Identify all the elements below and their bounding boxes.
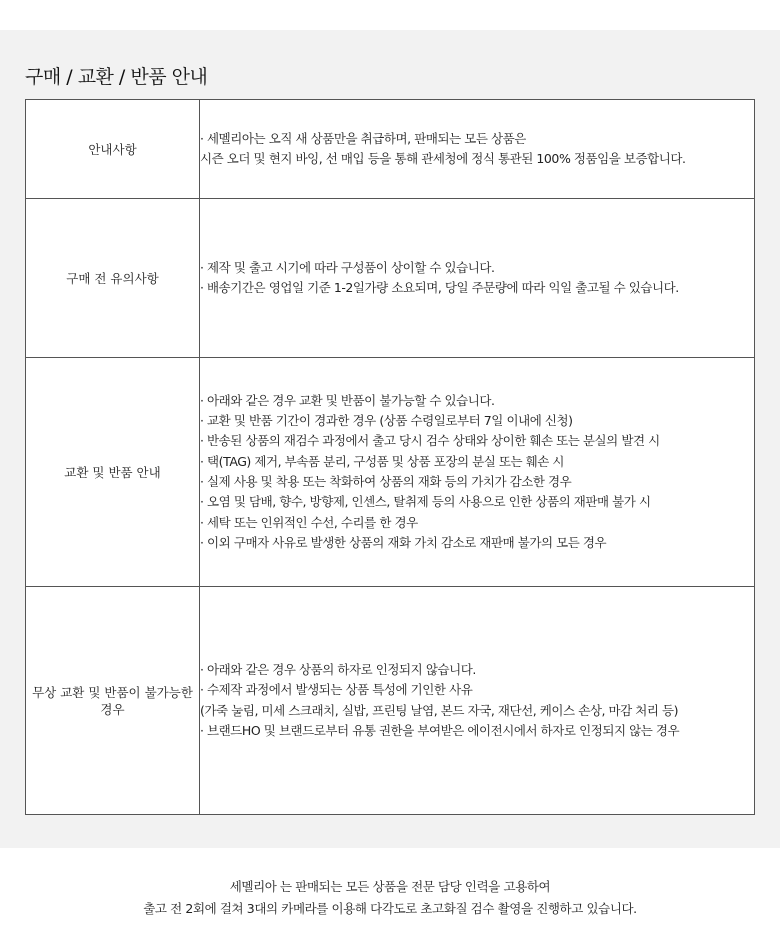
footer-line: 세멜리아 는 판매되는 모든 상품을 전문 담당 인력을 고용하여 [229,879,551,894]
footer-line: 출고 전 2회에 걸쳐 3대의 카메라를 이용해 다각도로 초고화질 검수 촬영을 진행하고 있습니다. [143,901,637,916]
table-row [26,358,755,587]
content-line: · 배송기간은 영업일 기준 1-2일가량 소요되며, 당일 주문량에 따라 익일 출고될 수 있습니다. [200,280,679,295]
page-title: 구매 / 교환 / 반품 안내 [25,66,208,88]
table-row [26,199,755,358]
row-content [200,199,755,358]
content-line: 시즌 오더 및 현지 바잉, 선 매입 등을 통해 관세청에 정식 통관된 100% 정품임을 보증합니다. [200,151,686,166]
row-heading: 교환 및 반품 안내 [26,358,200,587]
content-line: · 실제 사용 및 착용 또는 착화하여 상품의 재화 등의 가치가 감소한 경우 [200,474,572,489]
row-content [200,100,755,199]
row-heading: 안내사항 [26,100,200,199]
row-heading: 무상 교환 및 반품이 불가능한 경우 [26,587,200,815]
content-line: · 제작 및 출고 시기에 따라 구성품이 상이할 수 있습니다. [200,259,495,275]
content-line: · 수제작 과정에서 발생되는 상품 특성에 기인한 사유 [200,682,473,698]
content-line: · 아래와 같은 경우 상품의 하자로 인정되지 않습니다. [200,661,476,677]
table-row [26,587,755,815]
content-line: (가죽 눌림, 미세 스크래치, 실밥, 프린팅 날염, 본드 자국, 재단선, 케이스 손상, 마감 처리 등) [200,702,679,718]
row-heading: 구매 전 유의사항 [26,199,200,358]
row-content [200,587,755,815]
content-line: · 세탁 또는 인위적인 수선, 수리를 한 경우 [200,514,418,530]
content-line: · 택(TAG) 제거, 부속품 분리, 구성품 및 상품 포장의 분실 또는 훼손 시 [200,453,565,469]
content-line: · 반송된 상품의 재검수 과정에서 출고 당시 검수 상태와 상이한 훼손 또는 분실의 발견 시 [200,433,660,449]
footer-notice [0,876,780,920]
policy-table [25,99,755,815]
content-line: · 아래와 같은 경우 교환 및 반품이 불가능할 수 있습니다. [200,392,495,408]
content-line: · 이외 구매자 사유로 발생한 상품의 재화 가치 감소로 재판매 불가의 모든 경우 [200,534,607,550]
content-line: · 오염 및 담배, 향수, 방향제, 인센스, 탈취제 등의 사용으로 인한 상품의 재판매 불가 시 [200,494,651,510]
content-line: · 교환 및 반품 기간이 경과한 경우 (상품 수령일로부터 7일 이내에 신청) [200,413,573,429]
content-line: · 세멜리아는 오직 새 상품만을 취급하며, 판매되는 모든 상품은 [200,130,526,146]
row-content [200,358,755,587]
table-row [26,100,755,199]
content-line: · 브랜드HO 및 브랜드로부터 유통 권한을 부여받은 에이전시에서 하자로 인정되지 않는 경우 [200,722,680,738]
